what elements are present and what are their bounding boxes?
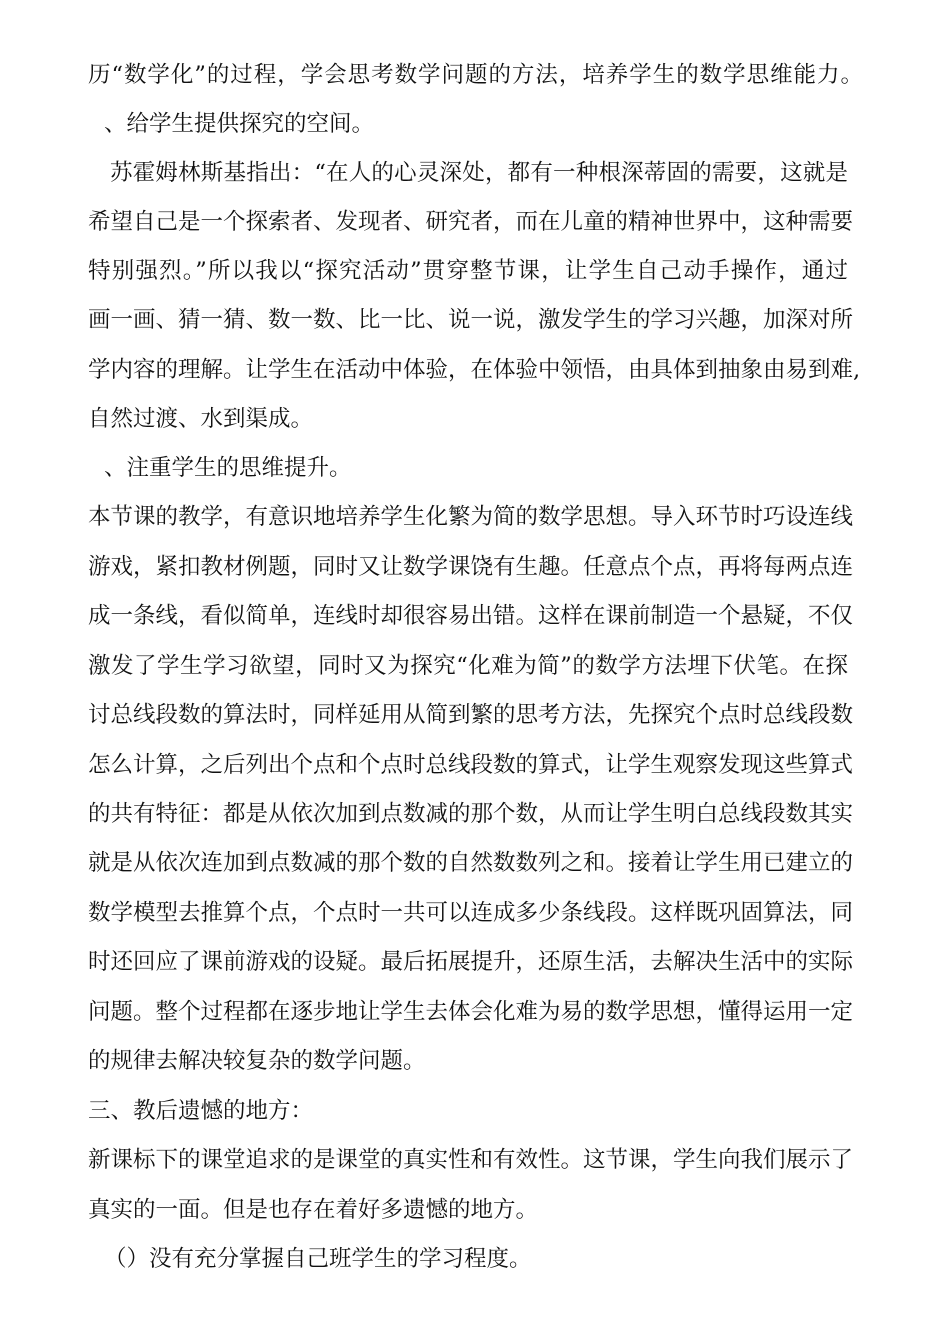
section-heading: 、注重学生的思维提升。 [104, 455, 352, 481]
text-line: 学内容的理解。让学生在活动中体验，在体验中领悟，由具体到抽象由易到难, [88, 357, 861, 383]
text-line: 问题。整个过程都在逐步地让学生去体会化难为易的数学思想，懂得运用一定 [88, 999, 854, 1025]
text-line: 激发了学生学习欲望，同时又为探究“化难为简”的数学方法埋下伏笔。在探 [88, 653, 848, 679]
list-item: （）没有充分掌握自己班学生的学习程度。 [104, 1246, 532, 1272]
text-line: 真实的一面。但是也存在着好多遗憾的地方。 [88, 1197, 539, 1223]
text-line: 本节课的教学，有意识地培养学生化繁为简的数学思想。导入环节时巧设连线 [88, 504, 854, 530]
text-line: 特别强烈。”所以我以“探究活动”贯穿整节课，让学生自己动手操作，通过 [88, 258, 848, 284]
text-line: 历“数学化”的过程，学会思考数学问题的方法，培养学生的数学思维能力。 [88, 62, 863, 88]
section-heading: 、给学生提供探究的空间。 [104, 111, 375, 137]
text-line: 自然过渡、水到渠成。 [88, 406, 314, 432]
text-line: 画一画、猜一猜、数一数、比一比、说一说，激发学生的学习兴趣，加深对所 [88, 307, 854, 333]
text-line: 讨总线段数的算法时，同样延用从简到繁的思考方法，先探究个点时总线段数 [88, 702, 854, 728]
text-line: 就是从依次连加到点数减的那个数的自然数数列之和。接着让学生用已建立的 [88, 850, 854, 876]
text-line: 苏霍姆林斯基指出：“在人的心灵深处，都有一种根深蒂固的需要，这就是 [110, 160, 848, 186]
text-line: 时还回应了课前游戏的设疑。最后拓展提升，还原生活，去解决生活中的实际 [88, 949, 854, 975]
text-line: 的共有特征：都是从依次加到点数减的那个数，从而让学生明白总线段数其实 [88, 801, 854, 827]
text-line: 的规律去解决较复杂的数学问题。 [88, 1048, 426, 1074]
text-line: 新课标下的课堂追求的是课堂的真实性和有效性。这节课，学生向我们展示了 [88, 1147, 854, 1173]
text-line: 希望自己是一个探索者、发现者、研究者，而在儿童的精神世界中，这种需要 [88, 209, 854, 235]
text-line: 成一条线，看似简单，连线时却很容易出错。这样在课前制造一个悬疑，不仅 [88, 603, 854, 629]
text-line: 怎么计算，之后列出个点和个点时总线段数的算式，让学生观察发现这些算式 [88, 752, 854, 778]
text-line: 游戏，紧扣教材例题，同时又让数学课饶有生趣。任意点个点，再将每两点连 [88, 554, 854, 580]
section-heading: 三、教后遗憾的地方： [88, 1098, 314, 1124]
text-line: 数学模型去推算个点，个点时一共可以连成多少条线段。这样既巩固算法，同 [88, 900, 854, 926]
